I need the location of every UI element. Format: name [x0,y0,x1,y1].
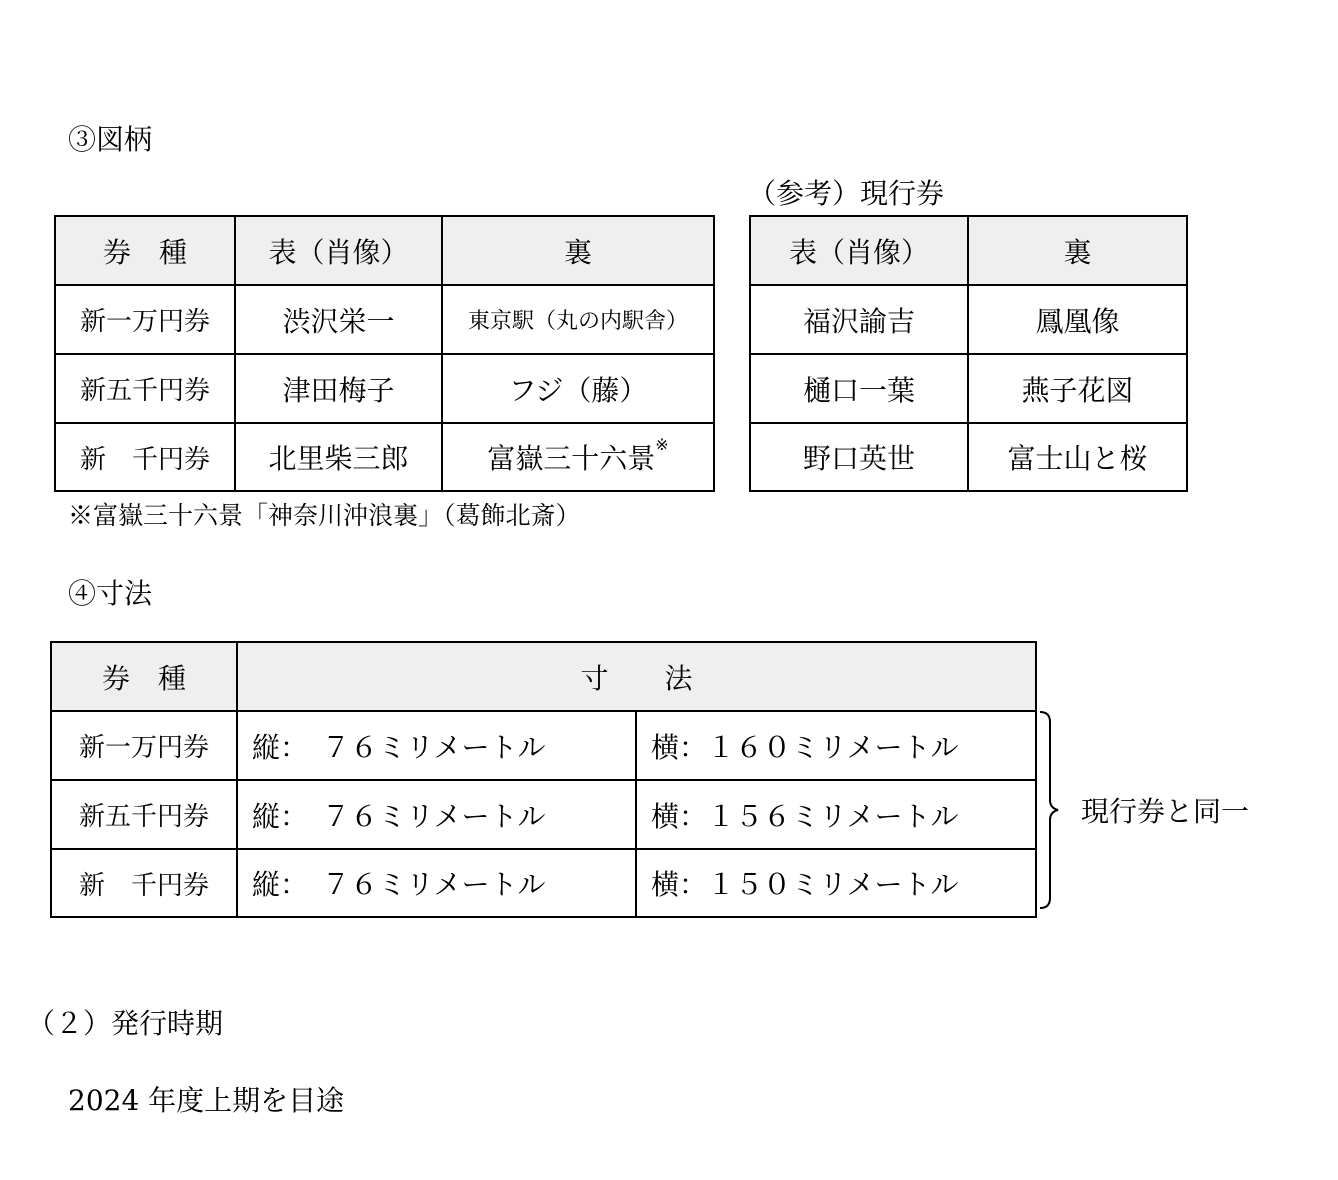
note-type: 新 千円券 [51,849,237,917]
portrait: 北里柴三郎 [235,423,442,491]
table-row [750,285,1187,354]
back-design: 東京駅（丸の内駅舎） [442,285,714,354]
same-as-current-note: 現行券と同一 [1081,795,1250,828]
portrait: 津田梅子 [235,354,442,423]
portrait: 渋沢栄一 [235,285,442,354]
table-row [55,285,714,354]
section4-title: ④寸法 [68,577,153,610]
size-table [50,641,1037,918]
table-row [750,354,1187,423]
section3-title: ③図柄 [68,123,153,156]
reference-title: （参考）現行券 [748,177,945,210]
design-table-header [55,216,714,285]
table-row [55,423,714,491]
portrait: 野口英世 [750,423,968,491]
reference-table-header [750,216,1187,285]
issue-period: 2024 年度上期を目途 [68,1084,345,1117]
note-type: 新一万円券 [55,285,235,354]
note-type: 新五千円券 [55,354,235,423]
portrait: 樋口一葉 [750,354,968,423]
width-value: 横：１５０ミリメートル [636,849,1036,917]
height-value: 縦： ７６ミリメートル [237,711,636,780]
table-row [750,423,1187,491]
header-type: 券 種 [55,216,235,285]
header-type: 券 種 [51,642,237,711]
width-value: 横：１５６ミリメートル [636,780,1036,849]
note-type: 新 千円券 [55,423,235,491]
back-design-text: 富嶽三十六景 [487,442,656,475]
back-design: 燕子花図 [968,354,1187,423]
table-row [55,354,714,423]
back-design: 富士山と桜 [968,423,1187,491]
note-type: 新五千円券 [51,780,237,849]
table-row [51,849,1036,917]
height-value: 縦： ７６ミリメートル [237,780,636,849]
header-size: 寸 法 [237,642,1036,711]
table-row [51,780,1036,849]
right-brace-icon [1036,708,1066,912]
height-value: 縦： ７６ミリメートル [237,849,636,917]
width-value: 横：１６０ミリメートル [636,711,1036,780]
header-front: 表（肖像） [750,216,968,285]
back-design: 鳳凰像 [968,285,1187,354]
portrait: 福沢諭吉 [750,285,968,354]
note-type: 新一万円券 [51,711,237,780]
reference-table [749,215,1188,492]
section2-title: （２）発行時期 [27,1007,224,1040]
header-back: 裏 [442,216,714,285]
header-front: 表（肖像） [235,216,442,285]
design-table [54,215,715,492]
size-table-header [51,642,1036,711]
footnote: ※富嶽三十六景「神奈川沖浪裏」（葛飾北斎） [68,501,581,530]
table-row [51,711,1036,780]
header-back: 裏 [968,216,1187,285]
footnote-mark: ※ [655,435,669,454]
back-design: フジ（藤） [442,354,714,423]
back-design [442,423,714,491]
